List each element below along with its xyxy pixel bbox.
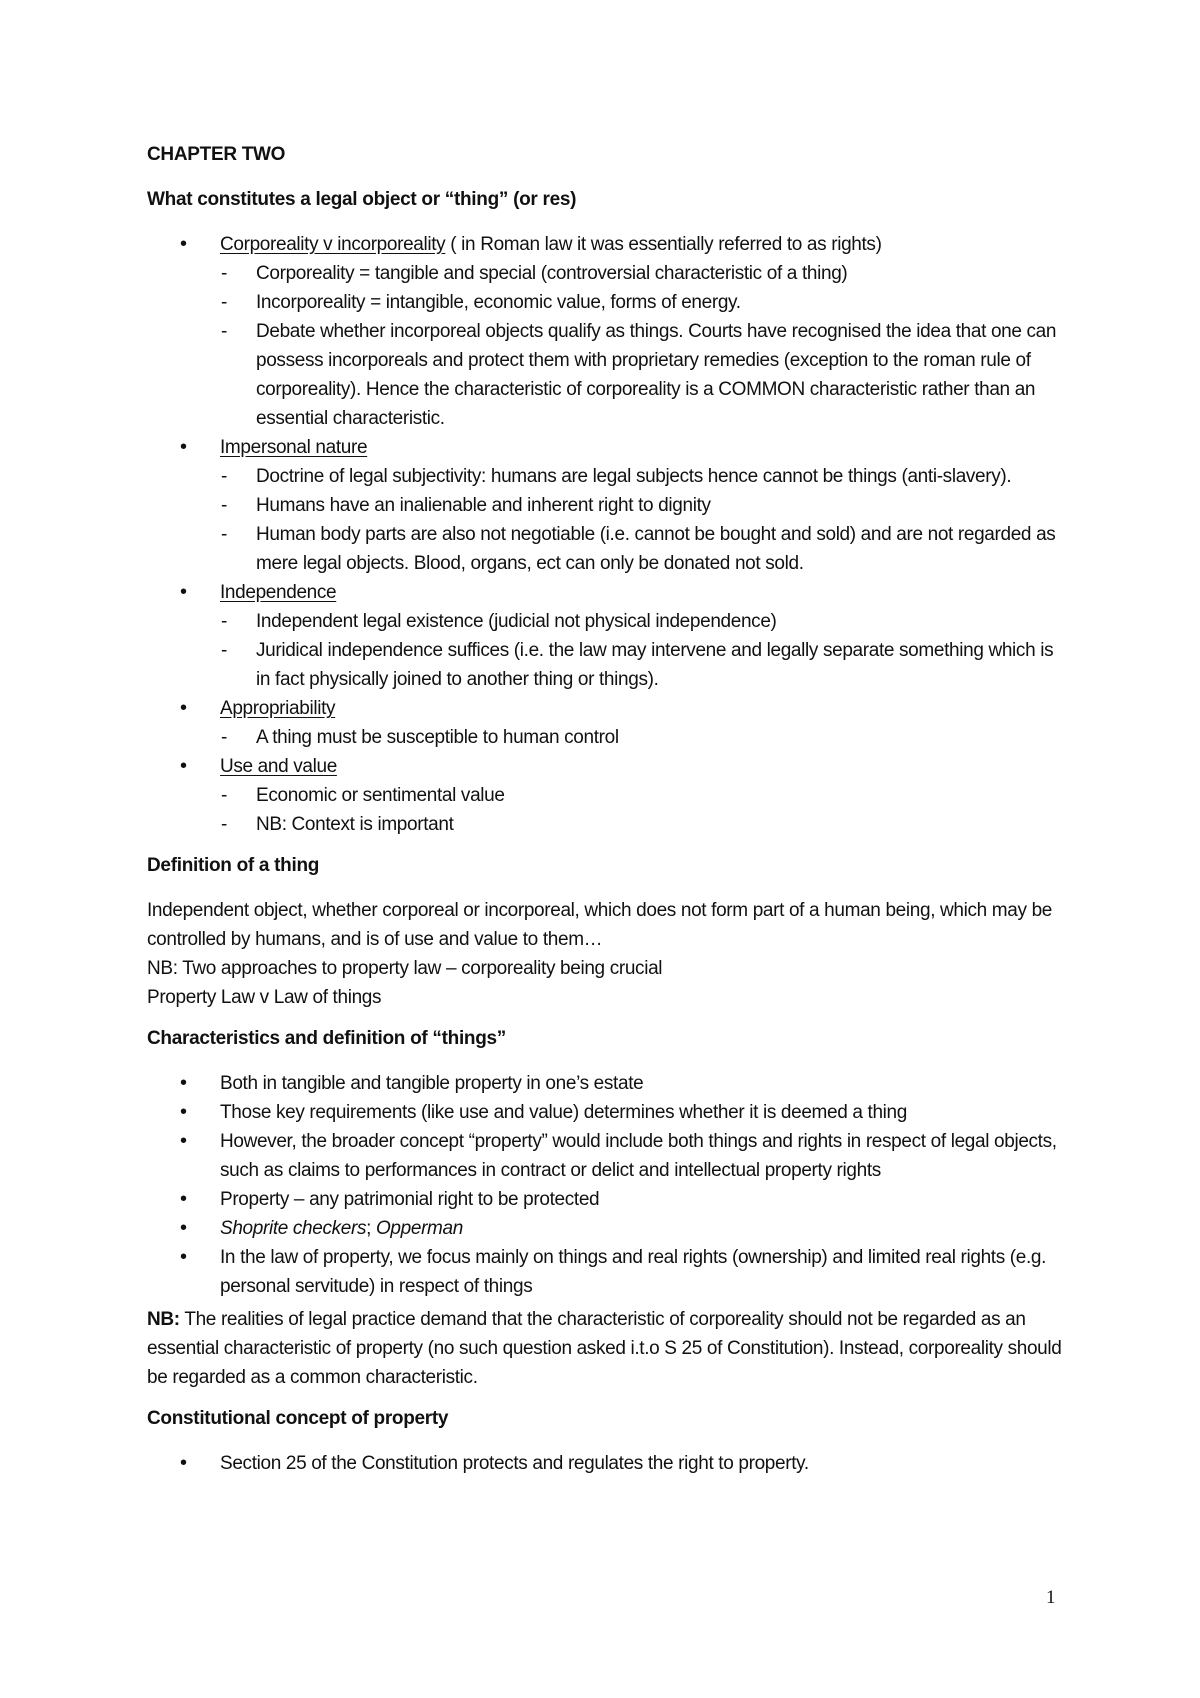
list-item: • However, the broader concept “property” would include both things and rights in respect of legal objects, such as claims to performances in contract or delict and intellectual property rights [220, 1127, 1072, 1185]
sub-list-item: - Humans have an inalienable and inherent right to dignity [256, 491, 1072, 520]
nb-paragraph: NB: Two approaches to property law – corporeality being crucial [147, 958, 663, 979]
item-label: Corporeality v incorporeality [220, 234, 446, 255]
list-item: • Both in tangible and tangible property in one’s estate [220, 1069, 1072, 1098]
sub-list-item: - Economic or sentimental value [256, 781, 1072, 810]
section-heading-definition: Definition of a thing [147, 855, 320, 876]
sub-list-item: - Debate whether incorporeal objects qualify as things. Courts have recognised the idea that one can possess incorporeals and protect them with proprietary remedies (exception to the roman rule of corporeality). Hence the characteristic of corporeality is a COMMON characteristic rather than an essential characteristic. [256, 317, 1072, 433]
item-label: Use and value [220, 756, 337, 777]
constitutional-list [147, 1449, 1072, 1478]
property-law-paragraph: Property Law v Law of things [147, 987, 382, 1008]
list-item-impersonal-nature [220, 433, 1072, 578]
case-name: Shoprite checkers [220, 1218, 367, 1239]
document-page [147, 140, 1072, 1482]
list-item: • Section 25 of the Constitution protects and regulates the right to property. [220, 1449, 1072, 1478]
sub-list-item: - Juridical independence suffices (i.e. the law may intervene and legally separate something which is in fact physically joined to another thing or things). [256, 636, 1072, 694]
nb-label: NB: [147, 1309, 180, 1330]
page-number: 1 [1046, 1587, 1056, 1608]
item-label: Impersonal nature [220, 437, 368, 458]
characteristics-list [147, 230, 1072, 839]
list-item-appropriability [220, 694, 1072, 752]
sub-list [220, 462, 1072, 578]
sub-list-item: - Human body parts are also not negotiable (i.e. cannot be bought and sold) and are not regarded as mere legal objects. Blood, organs, ect can only be donated not sold. [256, 520, 1072, 578]
characteristics-definition-list [147, 1069, 1072, 1301]
list-item: • Property – any patrimonial right to be protected [220, 1185, 1072, 1214]
nb-text: The realities of legal practice demand that the characteristic of corporeality should not be regarded as an essential characteristic of property (no such question asked i.t.o S 25 of Constitution). Instead, corporeality should be regarded as a common characteristic. [147, 1309, 1062, 1388]
list-item: • Those key requirements (like use and value) determines whether it is deemed a thing [220, 1098, 1072, 1127]
case-name: Opperman [375, 1218, 463, 1239]
sub-list-item: - Incorporeality = intangible, economic value, forms of energy. [256, 288, 1072, 317]
case-separator: ; [366, 1218, 376, 1239]
item-label: Appropriability [220, 698, 336, 719]
sub-list-item: - Corporeality = tangible and special (controversial characteristic of a thing) [256, 259, 1072, 288]
section-heading-constitutional: Constitutional concept of property [147, 1408, 449, 1429]
sub-list-item: - NB: Context is important [256, 810, 1072, 839]
section-heading-characteristics: Characteristics and definition of “things” [147, 1028, 506, 1049]
item-label: Independence [220, 582, 337, 603]
sub-list [220, 259, 1072, 433]
sub-list-item: - Independent legal existence (judicial not physical independence) [256, 607, 1072, 636]
list-item-cases [220, 1214, 1072, 1243]
list-item: • In the law of property, we focus mainly on things and real rights (ownership) and limited real rights (e.g. personal servitude) in respect of things [220, 1243, 1072, 1301]
chapter-title: CHAPTER TWO [147, 144, 286, 165]
sub-list [220, 607, 1072, 694]
sub-list-item: - Doctrine of legal subjectivity: humans are legal subjects hence cannot be things (anti-slavery). [256, 462, 1072, 491]
section-heading-legal-object: What constitutes a legal object or “thing” (or res) [147, 189, 577, 210]
sub-list [220, 723, 1072, 752]
sub-list-item: - A thing must be susceptible to human control [256, 723, 1072, 752]
list-item-use-and-value [220, 752, 1072, 839]
list-item-independence [220, 578, 1072, 694]
sub-list [220, 781, 1072, 839]
nb-note-paragraph [147, 1305, 1072, 1392]
definition-paragraph: Independent object, whether corporeal or incorporeal, which does not form part of a human being, which may be controlled by humans, and is of use and value to them… [147, 900, 1053, 950]
item-suffix: ( in Roman law it was essentially referred to as rights) [445, 234, 882, 255]
list-item-corporeality [220, 230, 1072, 433]
